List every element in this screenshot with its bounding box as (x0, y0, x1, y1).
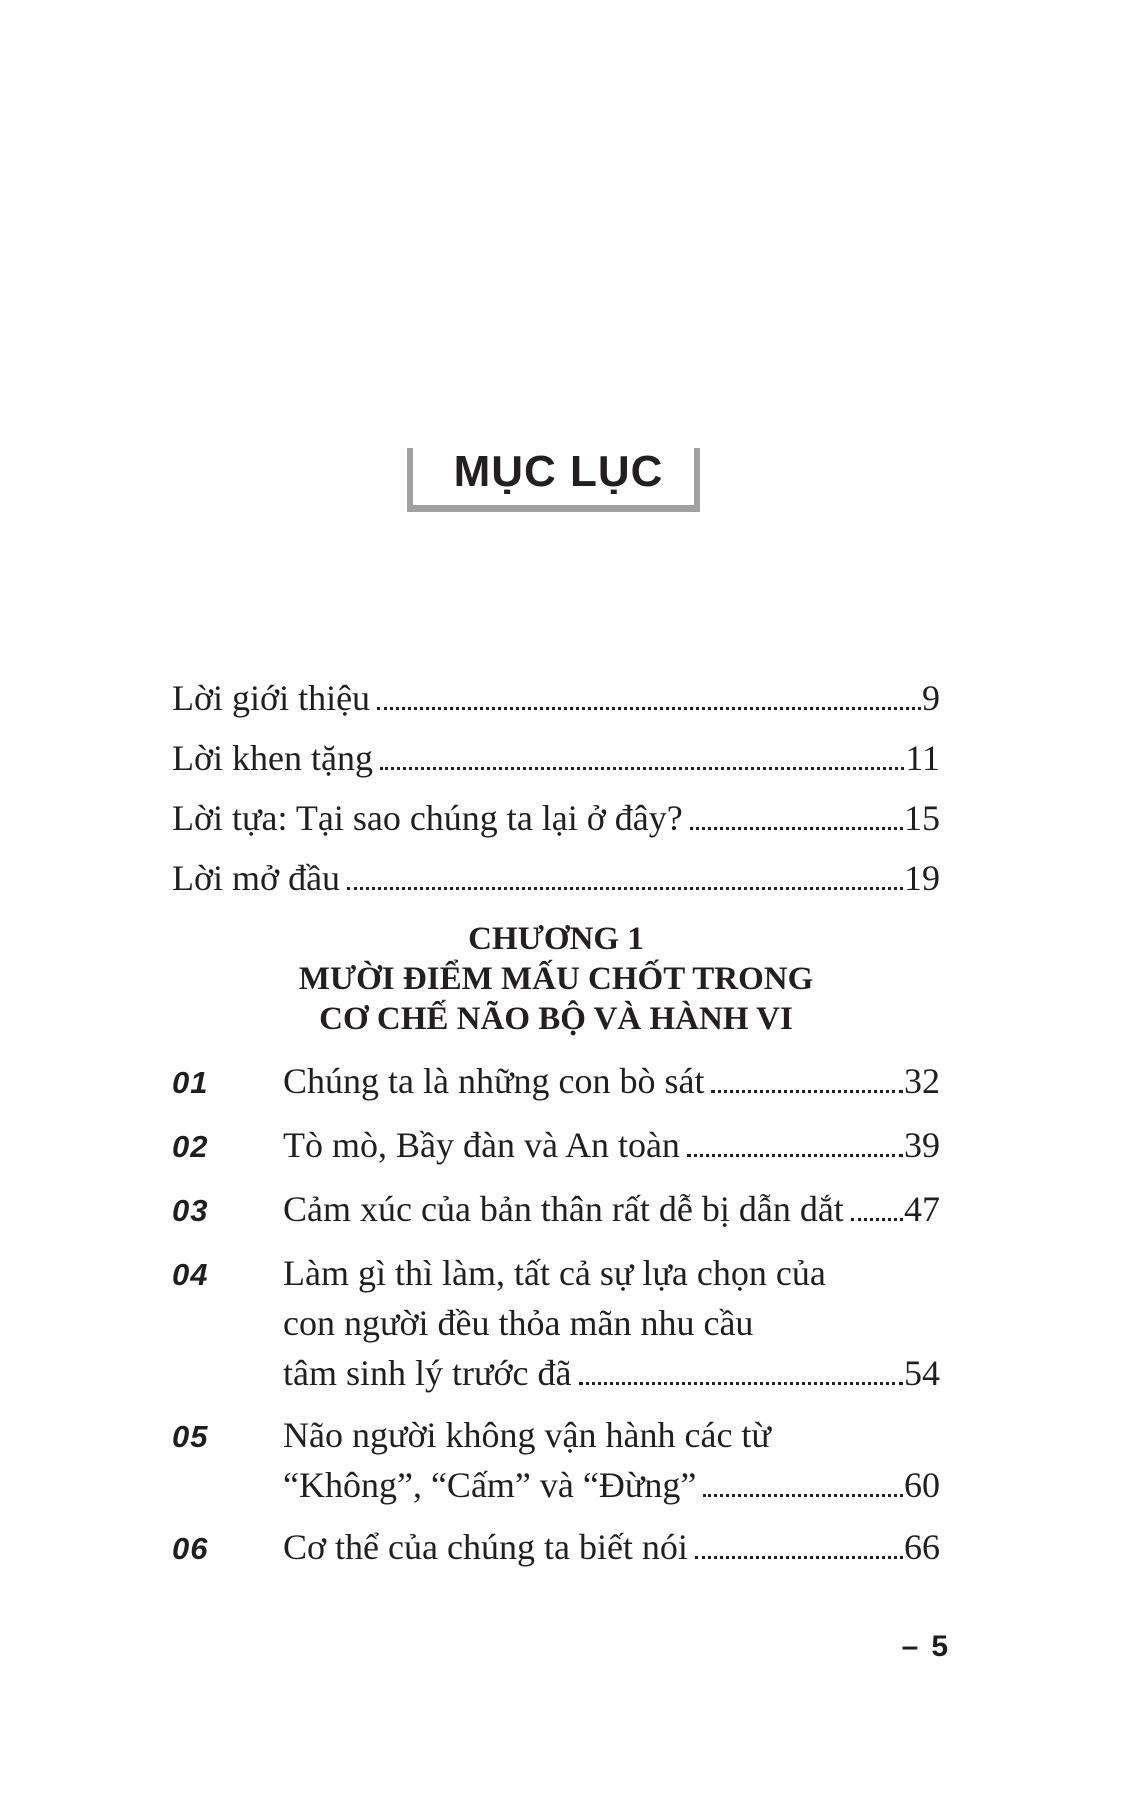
toc-entry-title: Lời giới thiệu (172, 678, 371, 718)
dot-leader (377, 707, 921, 710)
entry-number: 02 (172, 1129, 209, 1164)
chapter-heading (172, 919, 940, 1039)
toc-row (172, 848, 940, 908)
page-footer (902, 1630, 948, 1664)
dot-leader (347, 887, 903, 890)
toc-row (172, 1056, 940, 1108)
toc-row (172, 1522, 940, 1574)
toc-page-number: 19 (904, 858, 940, 898)
entry-number: 03 (172, 1193, 209, 1228)
toc-entry-title: con người đều thỏa mãn nhu cầu (283, 1303, 754, 1343)
toc-page-number: 9 (922, 678, 940, 718)
toc-entry-title: tâm sinh lý trước đã (283, 1353, 572, 1393)
toc-page-number: 32 (904, 1061, 940, 1101)
toc-title-frame (407, 448, 700, 512)
toc-page-number: 60 (904, 1465, 940, 1505)
toc-entry-title: Não người không vận hành các từ (283, 1415, 771, 1455)
toc-entry-title: Chúng ta là những con bò sát (283, 1061, 705, 1101)
toc-entry-title: Lời tựa: Tại sao chúng ta lại ở đây? (172, 798, 683, 838)
toc-page-number: 11 (905, 738, 940, 778)
chapter-heading-line: CHƯƠNG 1 (468, 921, 644, 957)
toc-entry-title: Tò mò, Bầy đàn và An toàn (283, 1125, 680, 1165)
dot-leader (695, 1556, 903, 1559)
toc-page-number: 54 (904, 1353, 940, 1393)
chapter-entry-list (172, 1056, 940, 1586)
toc-row (172, 1120, 940, 1172)
entry-number: 01 (172, 1065, 209, 1100)
entry-number: 05 (172, 1419, 209, 1454)
dot-leader (690, 827, 903, 830)
front-matter-list (172, 668, 940, 908)
entry-number: 06 (172, 1531, 209, 1566)
toc-entry-title: Cảm xúc của bản thân rất dễ bị dẫn dắt (283, 1189, 844, 1229)
toc-page-number: 66 (904, 1527, 940, 1567)
toc-row (172, 1248, 940, 1398)
toc-page-number: 47 (904, 1189, 940, 1229)
toc-row (172, 1410, 940, 1510)
toc-entry-title: Cơ thể của chúng ta biết nói (283, 1527, 688, 1567)
toc-row (172, 788, 940, 848)
toc-entry-title: Lời khen tặng (172, 738, 373, 778)
dot-leader (380, 767, 904, 770)
dot-leader (687, 1154, 903, 1157)
toc-entry-title: “Không”, “Cấm” và “Đừng” (283, 1465, 697, 1505)
dot-leader (711, 1090, 903, 1093)
toc-page-number: 15 (904, 798, 940, 838)
footer-page-number: 5 (931, 1630, 948, 1663)
dot-leader (579, 1382, 904, 1385)
toc-entry-title: Lời mở đầu (172, 858, 341, 898)
dot-leader (703, 1494, 903, 1497)
page-title: MỤC LỤC (453, 446, 664, 496)
toc-row (172, 1184, 940, 1236)
footer-dash: – (901, 1630, 919, 1663)
toc-row (172, 668, 940, 728)
toc-page-number: 39 (904, 1125, 940, 1165)
dot-leader (851, 1218, 903, 1221)
toc-row (172, 728, 940, 788)
chapter-heading-line: MƯỜI ĐIỂM MẤU CHỐT TRONG (298, 961, 814, 997)
entry-number: 04 (172, 1257, 209, 1292)
chapter-heading-line: CƠ CHẾ NÃO BỘ VÀ HÀNH VI (319, 1001, 793, 1037)
toc-entry-title: Làm gì thì làm, tất cả sự lựa chọn của (283, 1253, 826, 1293)
